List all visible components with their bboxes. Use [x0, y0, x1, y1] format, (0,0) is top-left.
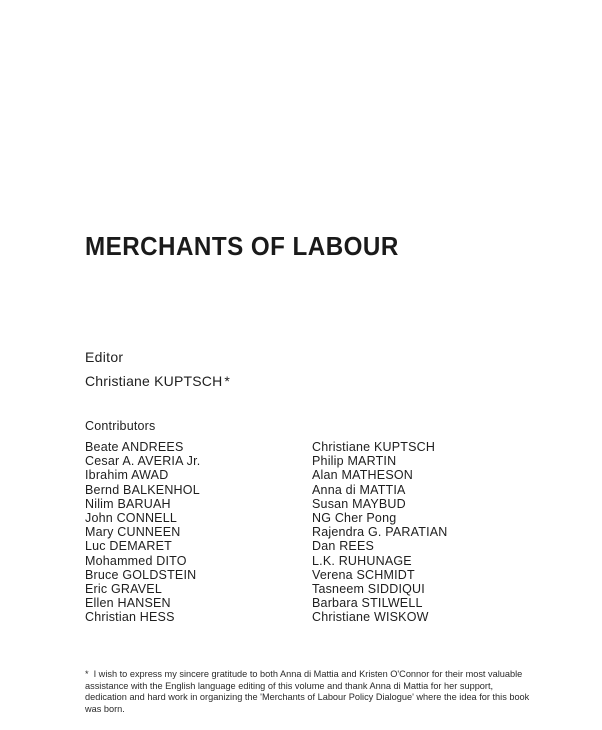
- footnote-marker: *: [224, 373, 231, 389]
- contributor-name: Philip MARTIN: [312, 454, 397, 469]
- contributor-name: Rajendra G. PARATIAN: [312, 525, 448, 540]
- editor-name-line: [85, 372, 230, 390]
- contributors-list-right: [312, 440, 448, 625]
- contributor-name: Beate ANDREES: [85, 440, 184, 454]
- contributor-name: Christian HESS: [85, 610, 175, 625]
- contributor-name: Cesar A. AVERIA Jr.: [85, 454, 201, 469]
- contributor-name: NG Cher Pong: [312, 511, 397, 526]
- contributor-name: Alan MATHESON: [312, 468, 414, 483]
- page-title: MERCHANTS OF LABOUR: [85, 231, 399, 261]
- contributors-list-left: [85, 440, 200, 625]
- footnote-mark: *: [85, 669, 89, 679]
- editor-label: Editor: [85, 349, 124, 365]
- contributor-name: Luc DEMARET: [85, 539, 172, 554]
- footnote-text: I wish to express my sincere gratitude to both Anna di Mattia and Kristen O'Connor for their most valuable assistance with the English language editing of this volume and thank Anna di Mattia for her support, dedication and hard work in organizing the 'Merchants of Labour Policy Dialogue' where the idea for this book was born.: [85, 669, 530, 714]
- contributor-name: Mary CUNNEEN: [85, 525, 181, 540]
- contributor-name: Ellen HANSEN: [85, 596, 171, 611]
- contributor-name: John CONNELL: [85, 511, 178, 526]
- contributor-name: L.K. RUHUNAGE: [312, 553, 412, 568]
- contributor-name: Christiane KUPTSCH: [312, 440, 436, 454]
- contributor-name: Bruce GOLDSTEIN: [85, 567, 197, 582]
- contributor-name: Susan MAYBUD: [312, 496, 406, 511]
- contributor-name: Bernd BALKENHOL: [85, 482, 200, 497]
- contributor-name: Dan REES: [312, 539, 375, 554]
- contributor-name: Tasneem SIDDIQUI: [312, 582, 425, 597]
- contributor-name: Eric GRAVEL: [85, 582, 162, 597]
- contributor-name: Anna di MATTIA: [312, 482, 406, 497]
- contributor-name: Verena SCHMIDT: [312, 567, 415, 582]
- contributor-name: Mohammed DITO: [85, 553, 187, 568]
- footnote: [85, 669, 535, 715]
- editor-name: Christiane KUPTSCH: [85, 373, 223, 389]
- contributor-name: Barbara STILWELL: [312, 596, 423, 611]
- contributors-label: Contributors: [85, 419, 156, 433]
- contributor-name: Nilim BARUAH: [85, 496, 171, 511]
- contributor-name: Ibrahim AWAD: [85, 468, 169, 483]
- contributor-name: Christiane WISKOW: [312, 610, 429, 625]
